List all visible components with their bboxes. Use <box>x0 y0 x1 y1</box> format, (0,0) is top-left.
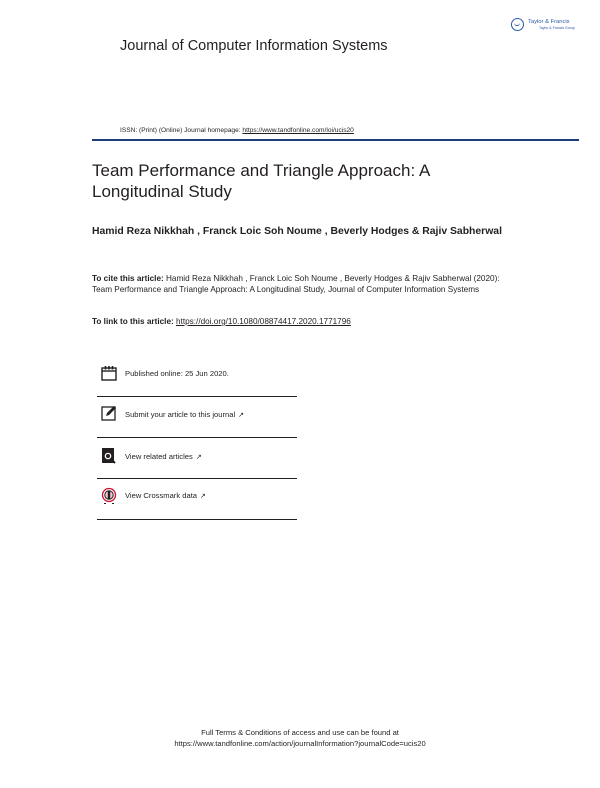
external-link-icon: ↗ <box>238 412 245 419</box>
publisher-logo[interactable] <box>511 17 583 37</box>
publisher-logo-subtext: Taylor & Francis Group <box>539 26 575 30</box>
related-articles-label: View related articles <box>125 452 193 461</box>
publisher-logo-text: Taylor & Francis <box>528 19 570 25</box>
article-link-label: To link to this article: <box>92 317 174 326</box>
divider <box>97 519 297 520</box>
citation-label: To cite this article: <box>92 274 164 283</box>
related-articles-link[interactable] <box>125 452 202 461</box>
article-link-line <box>92 317 351 326</box>
submit-article-label: Submit your article to this journal <box>125 410 236 419</box>
issn-label: ISSN: (Print) (Online) Journal homepage: <box>120 127 241 134</box>
footer-terms-text: Full Terms & Conditions of access and use can be found at <box>201 728 399 737</box>
divider <box>97 478 297 479</box>
footer-terms-link[interactable]: https://www.tandfonline.com/action/journalInformation?journalCode=ucis20 <box>174 739 426 748</box>
related-articles-row[interactable] <box>97 447 297 467</box>
journal-name: Journal of Computer Information Systems <box>120 38 388 54</box>
journal-homepage-link[interactable]: https://www.tandfonline.com/loi/ucis20 <box>242 127 354 134</box>
footer <box>0 727 600 749</box>
citation-text: Hamid Reza Nikkhah , Franck Loic Soh Noume , Beverly Hodges & Rajiv Sabherwal (2020): Team Performance and Triangle Approach: A Longitudinal Study, Journal of Computer Information Systems <box>92 274 500 294</box>
related-articles-icon <box>101 447 117 469</box>
header-rule <box>92 139 579 141</box>
external-link-icon: ↗ <box>200 493 206 500</box>
article-title: Team Performance and Triangle Approach: A Longitudinal Study <box>92 161 430 201</box>
edit-icon <box>101 405 117 426</box>
external-link-icon: ↗ <box>195 454 202 461</box>
crossmark-icon <box>101 487 117 510</box>
citation-block <box>92 274 512 295</box>
article-authors: Hamid Reza Nikkhah , Franck Loic Soh Noume , Beverly Hodges & Rajiv Sabherwal <box>92 226 502 237</box>
divider <box>97 437 297 438</box>
publisher-logo-icon <box>511 18 524 31</box>
issn-line <box>120 127 354 134</box>
published-date: Published online: 25 Jun 2020. <box>125 369 229 378</box>
divider <box>97 396 297 397</box>
submit-article-row[interactable] <box>97 405 297 425</box>
crossmark-link[interactable] <box>125 491 206 500</box>
crossmark-label: View Crossmark data <box>125 491 198 500</box>
doi-link[interactable]: https://doi.org/10.1080/08874417.2020.1771796 <box>176 317 351 326</box>
crossmark-row[interactable] <box>97 487 297 507</box>
published-row <box>97 365 297 385</box>
submit-article-link[interactable] <box>125 410 244 419</box>
calendar-icon <box>101 365 117 386</box>
